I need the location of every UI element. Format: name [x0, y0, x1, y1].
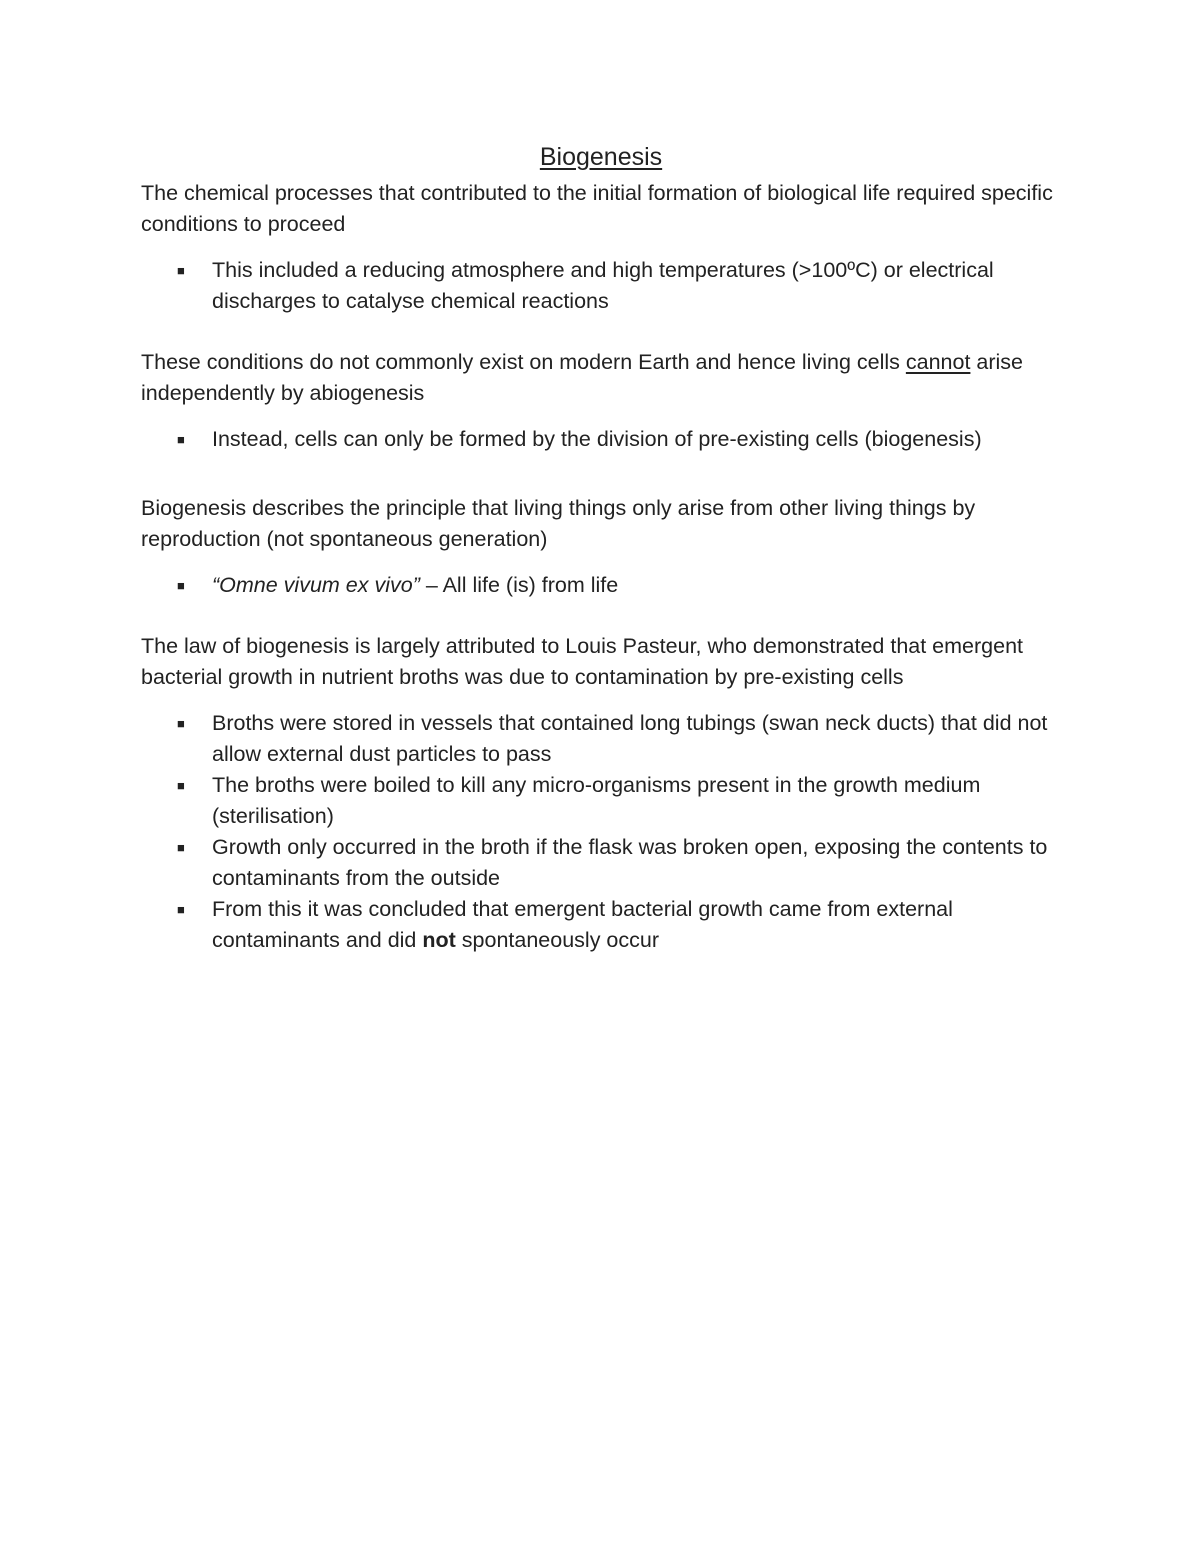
list-item: [141, 255, 1061, 317]
paragraph-modern-earth: [141, 347, 1061, 409]
square-bullet-icon: ■: [177, 578, 185, 593]
square-bullet-icon: ■: [177, 716, 185, 731]
list-item-text: From this it was concluded that emergent bacterial growth came from external contaminants and did: [212, 897, 953, 952]
list-item: [141, 424, 1061, 455]
list-item: [141, 894, 1061, 956]
list-item: [141, 770, 1061, 832]
list-item-text: Broths were stored in vessels that contained long tubings (swan neck ducts) that did not allow external dust particles to pass: [212, 711, 1048, 766]
square-bullet-icon: ■: [177, 778, 185, 793]
paragraph-pasteur: The law of biogenesis is largely attributed to Louis Pasteur, who demonstrated that emergent bacterial growth in nutrient broths was due to contamination by pre-existing cells: [141, 634, 1024, 689]
bold-word: not: [422, 928, 456, 952]
paragraph-principle: Biogenesis describes the principle that living things only arise from other living things by reproduction (not spontaneous generation): [141, 496, 976, 551]
paragraph-conditions: The chemical processes that contributed to the initial formation of biological life required specific conditions to proceed: [141, 181, 1053, 236]
document-title: Biogenesis: [539, 143, 663, 171]
bullet-list-latin: [141, 570, 1061, 601]
list-item-text: The broths were boiled to kill any micro-organisms present in the growth medium (sterilisation): [212, 773, 981, 828]
list-item-text: Growth only occurred in the broth if the flask was broken open, exposing the contents to contaminants from the outside: [212, 835, 1048, 890]
list-item: [141, 570, 1061, 601]
square-bullet-icon: ■: [177, 432, 185, 447]
underlined-word: cannot: [905, 350, 971, 374]
list-item: [141, 708, 1061, 770]
list-item-text: Instead, cells can only be formed by the division of pre-existing cells (biogenesis): [212, 427, 982, 451]
document-body: [141, 140, 1061, 986]
paragraph-text: These conditions do not commonly exist on modern Earth and hence living cells: [141, 350, 906, 374]
bullet-list-experiment: [141, 708, 1061, 956]
list-item-text: This included a reducing atmosphere and high temperatures (>100ºC) or electrical discharges to catalyse chemical reactions: [212, 258, 994, 313]
list-item: [141, 832, 1061, 894]
square-bullet-icon: ■: [177, 840, 185, 855]
bullet-list-division: [141, 424, 1061, 455]
square-bullet-icon: ■: [177, 902, 185, 917]
list-item-text: – All life (is) from life: [419, 573, 619, 597]
square-bullet-icon: ■: [177, 263, 185, 278]
latin-phrase: “Omne vivum ex vivo”: [212, 573, 420, 597]
list-item-text: spontaneously occur: [455, 928, 659, 952]
paragraph-text: arise independently by abiogenesis: [141, 350, 1023, 405]
bullet-list-conditions: [141, 255, 1061, 317]
